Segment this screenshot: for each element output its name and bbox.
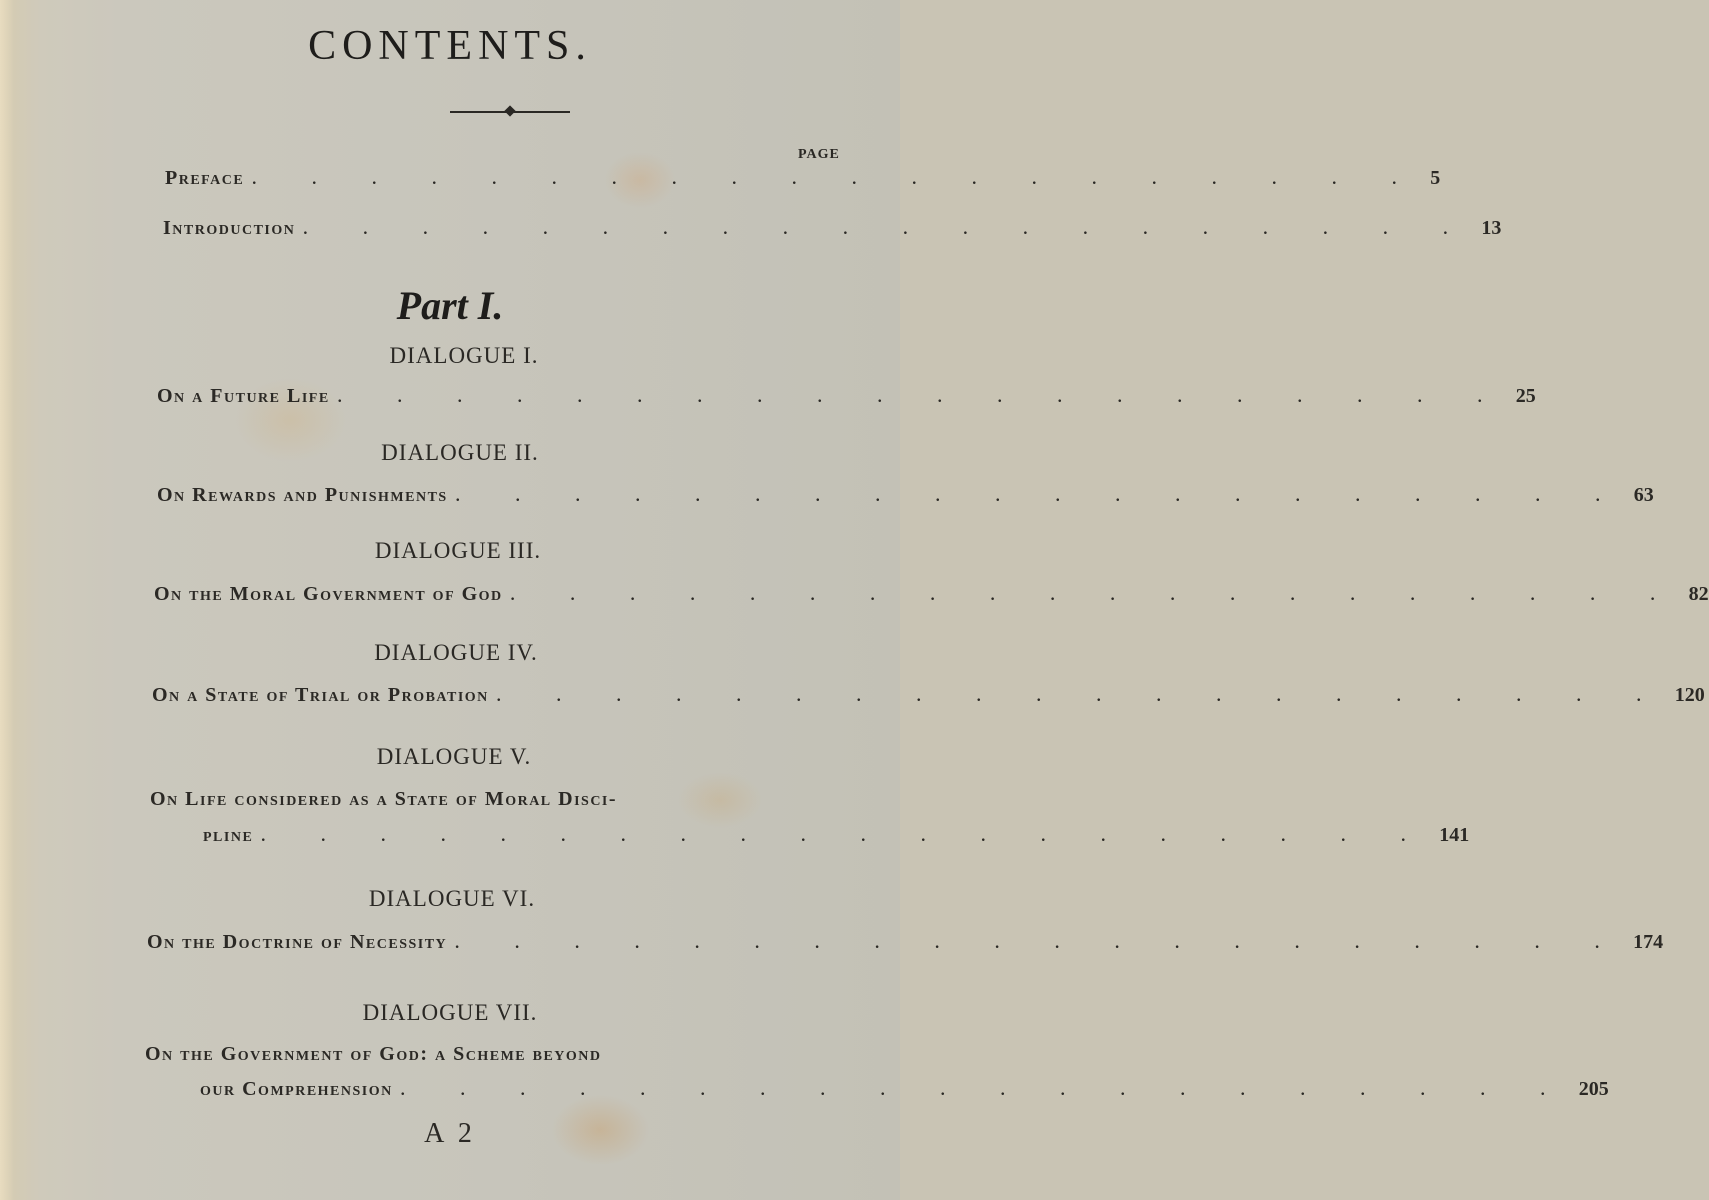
part-heading: Part I. [396, 283, 504, 328]
toc-entry-page: 5 [1430, 167, 1441, 189]
toc-entry-dialogue-5 [203, 824, 1470, 847]
page-column-heading: PAGE [798, 147, 840, 162]
toc-entry-label: pline [203, 824, 254, 846]
toc-entry-label: Preface [165, 167, 245, 189]
toc-entry-introduction [163, 217, 1502, 240]
toc-entry-preface [165, 167, 1441, 190]
toc-entry-page: 205 [1578, 1078, 1609, 1100]
toc-entry-label: On a Future Life [157, 385, 330, 407]
toc-entry-dialogue-1 [157, 385, 1536, 408]
dot-leader: . . . . . . . . . . . . . . . . . . . . [303, 221, 1474, 238]
toc-entry-dialogue-6 [147, 931, 1664, 954]
dialogue-heading: DIALOGUE VII. [362, 1000, 538, 1025]
toc-entry-label: On Rewards and Punishments [157, 484, 448, 506]
toc-entry-label: Introduction [163, 217, 296, 239]
toc-entry-title-line: On the Government of God: a Scheme beyond [145, 1043, 602, 1065]
dialogue-heading: DIALOGUE III. [374, 538, 542, 563]
contents-title: CONTENTS. [308, 23, 592, 69]
ornamental-rule-diamond [504, 105, 515, 116]
dialogue-heading: DIALOGUE IV. [374, 640, 538, 665]
dialogue-heading: DIALOGUE II. [381, 440, 539, 465]
toc-entry-page: 174 [1633, 931, 1664, 953]
dot-leader: . . . . . . . . . . . . . . . . . . . . [337, 389, 1508, 406]
toc-entry-page: 120 [1674, 684, 1705, 706]
toc-entry-page: 63 [1633, 484, 1654, 506]
toc-entry-dialogue-7 [200, 1078, 1609, 1101]
toc-entry-page: 25 [1515, 385, 1536, 407]
dialogue-heading: DIALOGUE I. [389, 343, 539, 368]
toc-entry-page: 141 [1439, 824, 1470, 846]
toc-entry-label: On the Moral Government of God [154, 583, 503, 605]
toc-entry-dialogue-3 [154, 583, 1709, 606]
dot-leader: . . . . . . . . . . . . . . . . . . . . [455, 488, 1626, 505]
toc-entry-label: On a State of Trial or Probation [152, 684, 489, 706]
dot-leader: . . . . . . . . . . . . . . . . . . . . [400, 1082, 1571, 1099]
signature-mark: A 2 [424, 1118, 476, 1149]
toc-entry-page: 82 [1688, 583, 1709, 605]
toc-entry-dialogue-4 [152, 684, 1705, 707]
dot-leader: . . . . . . . . . . . . . . . . . . . . [252, 171, 1423, 188]
dot-leader: . . . . . . . . . . . . . . . . . . . . [510, 587, 1681, 604]
dot-leader: . . . . . . . . . . . . . . . . . . . . [261, 828, 1432, 845]
toc-entry-label: our Comprehension [200, 1078, 393, 1100]
dot-leader: . . . . . . . . . . . . . . . . . . . . [496, 688, 1667, 705]
toc-entry-label: On the Doctrine of Necessity [147, 931, 448, 953]
dialogue-heading: DIALOGUE VI. [368, 886, 536, 911]
dialogue-heading: DIALOGUE V. [376, 744, 532, 769]
toc-entry-title-line: On Life considered as a State of Moral Disci- [150, 788, 618, 810]
toc-entry-page: 13 [1481, 217, 1502, 239]
dot-leader: . . . . . . . . . . . . . . . . . . . . [455, 935, 1626, 952]
toc-entry-dialogue-2 [157, 484, 1654, 507]
